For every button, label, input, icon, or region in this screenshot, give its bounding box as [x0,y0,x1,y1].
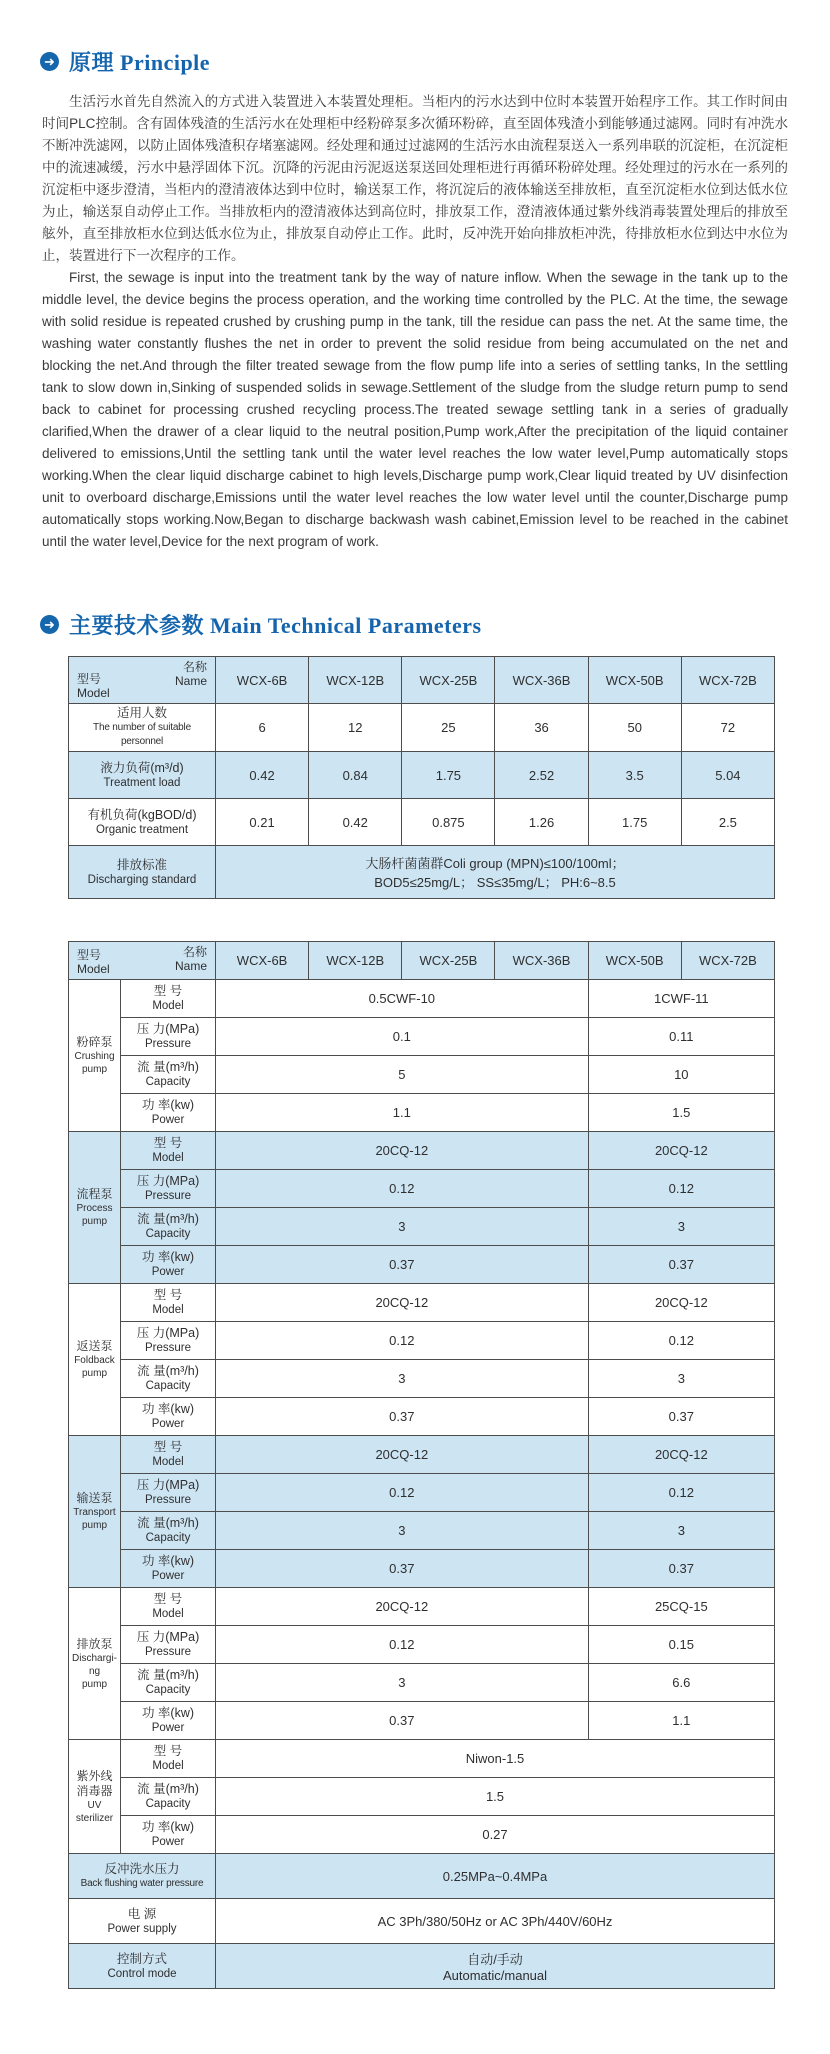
table-row [69,1360,775,1398]
table-spacer [0,640,830,656]
cell-text-line: Control mode [107,1967,177,1980]
cell-text-line: Treatment load [103,776,181,789]
general-parameters-table [68,656,775,899]
parameter-label-cell [121,1246,216,1284]
value-cell: 0.42 [309,799,402,846]
value-cell-small-models: 0.12 [216,1322,589,1360]
cell-text-line: Power [151,1114,185,1126]
cell-text-line: Name [174,674,207,688]
value-cell-small-models: 20CQ-12 [216,1436,589,1474]
value-cell: 5.04 [681,752,774,799]
spanning-value-cell: Niwon-1.5 [216,1740,775,1778]
value-cell-small-models: 0.37 [216,1246,589,1284]
cell-text-line: Transport [73,1507,116,1518]
value-cell-large-models: 10 [588,1056,774,1094]
value-cell: 2.52 [495,752,588,799]
cell-text-line: Pressure [144,1342,192,1354]
cell-text-line: 型 号 [153,1440,183,1454]
cell-text-line: Capacity [145,1532,191,1544]
cell-text-line: 型号 [77,948,102,962]
pump-group-label-cell [69,1588,121,1740]
parameter-label-cell [121,1284,216,1322]
model-column-header: WCX-12B [309,942,402,980]
parameter-label-cell [121,1550,216,1588]
cell-text-line: Capacity [145,1228,191,1240]
cell-text-line: 功 率(kw) [141,1554,195,1568]
table-row [69,1664,775,1702]
table-row [69,1018,775,1056]
principle-paragraph-chinese: 生活污水首先自然流入的方式进入装置进入本装置处理柜。当柜内的污水达到中位时本装置开始程序工作。其工作时间由时间PLC控制。含有固体残渣的生活污水在处理柜中经粉碎泵多次循环粉碎，直至固体残渣小到能够通过滤网。同时有冲洗水不断冲洗滤网，以防止固体残渣积存堵塞滤网。经处理和通过过滤网的生活污水由流程泵送入一系列串联的沉淀柜，在沉淀柜中的流速减缓，污水中悬浮固体下沉。沉降的污泥由污泥返送泵送回处理柜进行再循环粉碎处理。经处理过的污水在一系列的沉淀柜中逐步澄清，当柜内的澄清液体达到中位时，输送泵工作，将沉淀后的液体输送至排放柜，直至沉淀柜水位到达低水位为止，输送泵自动停止工作。当排放柜内的澄清液体达到高位时，排放泵工作，澄清液体通过紫外线消毒装置处理后的排放至舷外，直至排放柜水位到达低水位为止，排放泵自动停止工作。此时，反冲洗开始向排放柜冲洗，待排放柜水位到达中水位为止，装置进行下一次程序的工作。 [42,94,788,263]
cell-text-line: Foldback [74,1355,115,1366]
cell-text-line: 流 量(m³/h) [137,1212,199,1226]
model-column-header: WCX-36B [495,942,588,980]
parameter-label-cell [121,1436,216,1474]
value-cell: 2.5 [681,799,774,846]
pump-group-label-cell [69,1436,121,1588]
parameter-label-cell [121,1626,216,1664]
value-cell-large-models: 1.1 [588,1702,774,1740]
table-row [69,1550,775,1588]
table-row [69,980,775,1018]
cell-text-line: Power [151,1266,185,1278]
cell-text-line: Dischargi-ng [72,1652,118,1677]
table-row [69,1208,775,1246]
cell-text-line: AC 3Ph/380/50Hz or AC 3Ph/440V/60Hz [377,1913,613,1929]
table-row [69,1588,775,1626]
value-cell-large-models: 0.37 [588,1398,774,1436]
table-row [69,1094,775,1132]
table-row [69,1702,775,1740]
parameter-label-cell [121,1360,216,1398]
parameter-label-cell [121,1740,216,1778]
cell-text-line: pump [81,1216,107,1227]
cell-text-line: Model [152,1760,184,1772]
cell-text-line: Power [151,1570,185,1582]
table-row [69,1626,775,1664]
spanning-value-cell: 0.27 [216,1816,775,1854]
table-row [69,1322,775,1360]
table-row [69,1246,775,1284]
cell-text-line: 自动/手动 [467,1952,523,1967]
value-cell: 25 [402,704,495,752]
cell-text-line: 流 量(m³/h) [137,1516,199,1530]
value-cell-large-models: 20CQ-12 [588,1284,774,1322]
row-label-cell [69,799,216,846]
parameter-label-cell [121,980,216,1018]
cell-text-line: 控制方式 [116,1951,167,1966]
cell-text-line: Name [174,959,207,973]
cell-text-line: 功 率(kw) [141,1820,195,1834]
cell-text-line: 流程泵 [76,1187,113,1201]
row-label-cell [69,1899,216,1944]
cell-text-line: Discharging standard [87,873,197,886]
cell-text-line: 压 力(MPa) [136,1630,200,1644]
cell-text-line: Model [152,1456,184,1468]
cell-text-line: 紫外线 [76,1768,113,1783]
cell-text-line: Pressure [144,1646,192,1658]
cell-text-line: 功 率(kw) [141,1402,195,1416]
value-cell-large-models: 0.12 [588,1170,774,1208]
value-cell: 36 [495,704,588,752]
table-row [69,1778,775,1816]
value-cell-small-models: 0.37 [216,1702,589,1740]
value-cell: 50 [588,704,681,752]
general-parameters-table-header-row [69,657,775,704]
principle-heading-text: 原理 Principle [69,50,211,75]
spanning-value-cell [216,846,775,899]
parameter-label-cell [121,1512,216,1550]
cell-text-line: Automatic/manual [442,1968,548,1983]
value-cell-small-models: 1.1 [216,1094,589,1132]
corner-name-label [175,945,207,973]
value-cell-small-models: 0.12 [216,1474,589,1512]
table-row [69,1474,775,1512]
cell-text-line: 型 号 [153,1288,183,1302]
cell-text-line: 适用人数 [116,706,167,720]
value-cell-small-models: 3 [216,1664,589,1702]
cell-text-line: 型号 [77,672,102,686]
cell-text-line: Pressure [144,1190,192,1202]
model-column-header: WCX-25B [402,942,495,980]
cell-text-line: pump [81,1520,107,1531]
cell-text-line: Model [152,1152,184,1164]
pump-parameters-table-header-row [69,942,775,980]
corner-name-label [175,660,207,688]
cell-text-line: 流 量(m³/h) [137,1060,199,1074]
table-spacer [0,899,830,941]
value-cell-large-models: 20CQ-12 [588,1132,774,1170]
parameter-label-cell [121,1702,216,1740]
table-row [69,1170,775,1208]
value-cell: 6 [216,704,309,752]
parameters-heading-text: 主要技术参数 Main Technical Parameters [69,613,482,638]
cell-text-line: Model [152,1000,184,1012]
cell-text-line: 功 率(kw) [141,1098,195,1112]
table-row [69,1284,775,1322]
parameter-label-cell [121,1208,216,1246]
pump-parameters-table [68,941,775,1989]
cell-text-line: 型 号 [153,1592,183,1606]
spanning-value-cell [216,1899,775,1944]
row-label-cell [69,704,216,752]
cell-text-line: 压 力(MPa) [136,1326,200,1340]
arrow-bullet-icon: ➜ [40,615,59,634]
cell-text-line: 大肠杆菌菌群Coli group (MPN)≤100/100ml； [365,856,625,871]
value-cell-large-models: 3 [588,1360,774,1398]
table-row [69,1944,775,1989]
table-row [69,799,775,846]
table-row [69,704,775,752]
cell-text-line: 流 量(m³/h) [137,1668,199,1682]
parameter-label-cell [121,1778,216,1816]
spanning-value-cell [216,1944,775,1989]
cell-text-line: 反冲洗水压力 [104,1861,180,1876]
table-row [69,1056,775,1094]
cell-text-line: Power [151,1722,185,1734]
table-row [69,846,775,899]
model-column-header: WCX-50B [588,942,681,980]
cell-text-line: The number of suitable personnel [93,722,191,747]
cell-text-line: 功 率(kw) [141,1250,195,1264]
parameter-label-cell [121,1170,216,1208]
cell-text-line: Model [152,1608,184,1620]
row-label-cell [69,1854,216,1899]
parameter-label-cell [121,1816,216,1854]
value-cell: 0.875 [402,799,495,846]
table-row [69,1899,775,1944]
table-row [69,1854,775,1899]
principle-paragraph-english: First, the sewage is input into the treatment tank by the way of nature inflow. When the sewage in the tank up to the middle level, the device begins the process operation, and the working time controlled by the PLC. At the time, the sewage with solid residue is repeated crushed by crushing pump in the tank, till the residue can pass the net. At the same time, the washing water constantly flushes the net in order to prevent the solid residue from being accumulated on the net and blocking the net.And through the filter treated sewage from the flow pump life into a series of settling tanks, In the settling tank to slow down in,Sinking of suspended solids in sewage.Settlement of the sludge from the sludge return pump to send back to cabinet for processing crushed recycling process.The treated sewage settling tank in a series of gradually clarified,When the drawer of a clear liquid to the neutral position,Pump work,After the precipitation of the liquid container delivered to emissions,Until the settling tank until the water level reaches the low water level,Pump automatically stops working.When the clear liquid discharge cabinet to high levels,Discharge pump work,Clear liquid treated by UV disinfection unit to overboard discharge,Emissions until the water level reaches the low water level until the counter,Discharge pump automatically stops working.Now,Began to discharge backwash wash cabinet,Emission level to be reached in the cabinet until the water level,Device for the next program of work. [42,270,788,549]
cell-text-line: pump [81,1064,107,1075]
spanning-value-cell [216,1854,775,1899]
cell-text-line: UV [87,1799,102,1811]
cell-text-line: Capacity [145,1798,191,1810]
cell-text-line: 流 量(m³/h) [137,1364,199,1378]
value-cell-small-models: 0.1 [216,1018,589,1056]
value-cell-small-models: 3 [216,1512,589,1550]
cell-text-line: 名称 [182,660,207,674]
value-cell: 0.84 [309,752,402,799]
model-name-corner-cell [69,942,216,980]
model-column-header: WCX-25B [402,657,495,704]
model-column-header: WCX-72B [681,942,774,980]
table-row [69,1436,775,1474]
value-cell-small-models: 20CQ-12 [216,1588,589,1626]
model-column-header: WCX-72B [681,657,774,704]
pump-group-label-cell [69,980,121,1132]
corner-model-label [77,948,110,976]
value-cell-large-models: 20CQ-12 [588,1436,774,1474]
cell-text-line: Back flushing water pressure [80,1877,204,1889]
cell-text-line: 粉碎泵 [76,1035,113,1049]
cell-text-line: 有机负荷(kgBOD/d) [87,807,197,822]
table-row [69,1132,775,1170]
spanning-value-cell: 1.5 [216,1778,775,1816]
cell-text-line: 消毒器 [76,1783,113,1798]
cell-text-line: 压 力(MPa) [136,1022,200,1036]
value-cell: 1.26 [495,799,588,846]
cell-text-line: Model [77,686,110,700]
value-cell: 0.42 [216,752,309,799]
cell-text-line: 流 量(m³/h) [137,1782,199,1796]
table-row [69,752,775,799]
cell-text-line: Capacity [145,1076,191,1088]
value-cell: 0.21 [216,799,309,846]
value-cell: 72 [681,704,774,752]
cell-text-line: Model [152,1304,184,1316]
table-row [69,1398,775,1436]
cell-text-line: Capacity [145,1684,191,1696]
table-row [69,1740,775,1778]
cell-text-line: 排放标准 [116,857,167,872]
cell-text-line: 压 力(MPa) [136,1478,200,1492]
cell-text-line: Capacity [145,1380,191,1392]
value-cell: 12 [309,704,402,752]
cell-text-line: 输送泵 [76,1491,113,1505]
row-label-cell [69,846,216,899]
cell-text-line: Power [151,1836,185,1848]
value-cell-small-models: 0.12 [216,1170,589,1208]
cell-text-line: Process [76,1203,113,1214]
value-cell-small-models: 0.12 [216,1626,589,1664]
cell-text-line: Crushing [74,1051,115,1062]
value-cell: 1.75 [588,799,681,846]
value-cell-large-models: 6.6 [588,1664,774,1702]
parameter-label-cell [121,1056,216,1094]
value-cell-large-models: 0.15 [588,1626,774,1664]
cell-text-line: Power supply [107,1922,177,1935]
cell-text-line: Model [77,962,110,976]
arrow-bullet-icon: ➜ [40,52,59,71]
value-cell-large-models: 25CQ-15 [588,1588,774,1626]
value-cell-large-models: 0.37 [588,1550,774,1588]
table-row [69,1816,775,1854]
value-cell-small-models: 3 [216,1360,589,1398]
cell-text-line: 电 源 [127,1906,157,1921]
parameter-label-cell [121,1474,216,1512]
value-cell-small-models: 3 [216,1208,589,1246]
value-cell-large-models: 3 [588,1208,774,1246]
section-spacer [0,553,830,609]
parameter-label-cell [121,1664,216,1702]
cell-text-line: Organic treatment [95,823,189,836]
model-column-header: WCX-6B [216,657,309,704]
cell-text-line: 排放泵 [76,1636,113,1651]
value-cell-small-models: 20CQ-12 [216,1284,589,1322]
value-cell-large-models: 1.5 [588,1094,774,1132]
row-label-cell [69,752,216,799]
cell-text-line: 压 力(MPa) [136,1174,200,1188]
model-column-header: WCX-36B [495,657,588,704]
value-cell-large-models: 3 [588,1512,774,1550]
value-cell-large-models: 0.37 [588,1246,774,1284]
model-column-header: WCX-12B [309,657,402,704]
cell-text-line: 0.25MPa~0.4MPa [442,1868,548,1884]
value-cell-large-models: 0.12 [588,1474,774,1512]
parameters-heading [40,609,830,640]
corner-model-label [77,672,110,700]
cell-text-line: BOD5≤25mg/L； SS≤35mg/L； PH:6~8.5 [374,875,616,890]
cell-text-line: Power [151,1418,185,1430]
parameter-label-cell [121,1132,216,1170]
cell-text-line: 型 号 [153,984,183,998]
cell-text-line: 名称 [182,945,207,959]
row-label-cell [69,1944,216,1989]
cell-text-line: 型 号 [153,1136,183,1150]
pump-group-label-cell [69,1740,121,1854]
cell-text-line: 功 率(kw) [141,1706,195,1720]
value-cell-large-models: 1CWF-11 [588,980,774,1018]
value-cell-large-models: 0.11 [588,1018,774,1056]
model-name-corner-cell [69,657,216,704]
pump-group-label-cell [69,1132,121,1284]
model-column-header: WCX-6B [216,942,309,980]
cell-text-line: pump [81,1678,107,1690]
parameter-label-cell [121,1588,216,1626]
principle-heading [40,46,830,77]
value-cell-large-models: 0.12 [588,1322,774,1360]
cell-text-line: 液力负荷(m³/d) [100,760,184,775]
parameter-label-cell [121,1322,216,1360]
cell-text-line: sterilizer [75,1812,114,1824]
parameter-label-cell [121,1398,216,1436]
parameter-label-cell [121,1018,216,1056]
value-cell: 3.5 [588,752,681,799]
cell-text-line: 型 号 [153,1744,183,1758]
value-cell-small-models: 0.37 [216,1550,589,1588]
cell-text-line: Pressure [144,1494,192,1506]
value-cell-small-models: 0.5CWF-10 [216,980,589,1018]
pump-group-label-cell [69,1284,121,1436]
value-cell-small-models: 5 [216,1056,589,1094]
parameter-label-cell [121,1094,216,1132]
cell-text-line: 返送泵 [76,1339,113,1353]
value-cell: 1.75 [402,752,495,799]
cell-text-line: pump [81,1368,107,1379]
table-row [69,1512,775,1550]
value-cell-small-models: 0.37 [216,1398,589,1436]
value-cell-small-models: 20CQ-12 [216,1132,589,1170]
cell-text-line: Pressure [144,1038,192,1050]
model-column-header: WCX-50B [588,657,681,704]
